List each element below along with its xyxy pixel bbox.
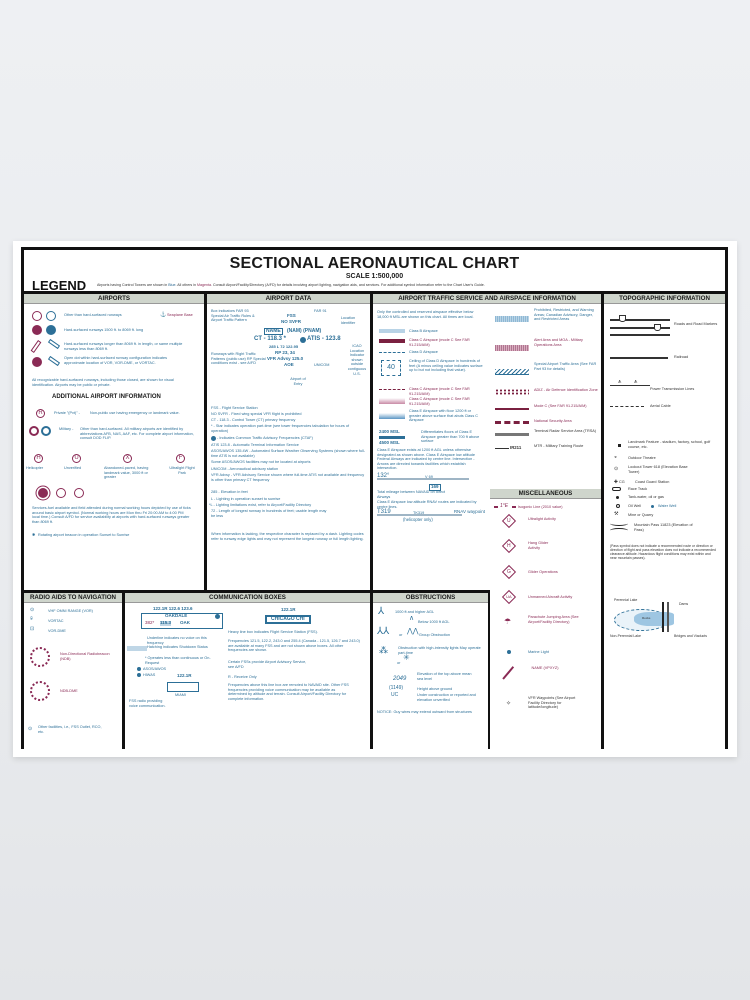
note-text: . All others in: [175, 283, 198, 287]
elevation-def: 72 - Length of longest runway in hundreds of feet; usable length may be less: [211, 509, 327, 518]
vfr-checkpoint-icon: [502, 666, 513, 679]
airspace-item: MTR - Military Training Route: [534, 444, 584, 448]
ultralight-label: Ultralight Flight Park: [169, 466, 195, 475]
lake-label: Bridges and Viaducts: [674, 634, 708, 638]
notice: NOTICE: Guy wires may extend outward from structures: [377, 710, 472, 714]
theatre-icon: ◒: [614, 454, 618, 460]
airspace-item: Class C Airspace (mode C See FAR 91.215/AIM): [409, 387, 470, 396]
comm-note: Hatching indicates Shutdown Status: [147, 645, 208, 649]
icon-letter: UA: [506, 594, 512, 599]
vor-icon: ⊙: [30, 607, 35, 613]
uas-icon: [502, 590, 516, 604]
topo-item: Railroad: [674, 355, 689, 359]
road-marker-icon: [619, 315, 626, 322]
lake-label: Dams: [679, 602, 689, 606]
miami-box: [167, 682, 199, 692]
airport-data-panel: [207, 294, 370, 590]
oil-well-icon: [616, 504, 620, 508]
fss-text: FSS: [287, 313, 296, 318]
isogonic-value: 1°E: [500, 503, 509, 509]
definition: ATIS 123.8 - Automatic Terminal Information Service: [211, 443, 299, 447]
anchor-icon: ⚓: [160, 312, 167, 318]
military-icon: [29, 426, 39, 436]
topo-item: Outdoor Theatre: [628, 456, 656, 460]
private-desc: Non-public use having emergency or landmark value.: [90, 411, 180, 415]
heli-note: (helicopter only): [403, 517, 433, 522]
class-e-note: Class E Airspace exists at 1200 ft AGL unless otherwise designated as shown above. Class E Airspace low altitude Federal Airways are indicated by centre line. Intersection - Arrows are directed towards facilities which establish intersection.: [377, 448, 475, 471]
helicopter-label: Helicopter: [26, 466, 44, 470]
atis-line: ATIS - 123.8: [307, 336, 341, 342]
airports-panel: [24, 294, 204, 590]
class-c-dashed-swatch: [379, 389, 405, 390]
obstruction-item: 1000 ft and higher AGL: [395, 610, 435, 614]
airport-legend-text: Open dot within hard-surfaced runway configuration indicates approximate location of VOR, VOR-DME, or VORTAC.: [64, 356, 167, 365]
location-identifier-label: Location Identifier: [340, 316, 356, 325]
box-freq: 115.3: [160, 620, 172, 625]
hiwas-icon: [215, 614, 220, 619]
airspace-item: Ceiling of Class D Airspace in hundreds of feet (A minus ceiling value indicates surface up to but not including that value).: [409, 359, 483, 373]
box-id: OAK: [180, 620, 190, 625]
beacon-text: Rotating airport beacon in operation Sunset to Sunrise: [38, 533, 130, 537]
isogonic-dash: [494, 506, 498, 508]
obstruction-item: Below 1000 ft AGL: [418, 620, 450, 624]
uc-value: UC: [391, 692, 399, 698]
airports-heading: AIRPORTS: [24, 294, 204, 304]
rnav-note: Class E Airspace low altitude RNAV routes are indicated by centre lines.: [377, 500, 477, 509]
icon-letter: U: [507, 518, 511, 524]
airport-legend-text: Seaplane Base: [167, 313, 193, 317]
misc-item: Parachute Jumping Area (See Airport/Facility Directory): [528, 615, 579, 624]
aerial-cable-line: [610, 406, 644, 407]
abandoned-label: Abandoned-paved, having landmark value, 3000 ft or greater: [104, 466, 149, 480]
definition: - Indicates Common Traffic Advisory Frequencies (CTAF): [217, 436, 313, 440]
radio-aid-item: VOR-DME: [48, 629, 66, 633]
topo-item: Coast Guard Station: [635, 480, 670, 484]
ndb-icon: [30, 647, 50, 667]
comm-note: Underline indicates no voice on this frequency: [147, 636, 207, 645]
comm-boxes-panel: [125, 593, 370, 749]
misc-item: Isogonic Line (2010 value): [518, 505, 563, 509]
unicom-label: UNICOM: [314, 363, 330, 367]
nsa-swatch: [495, 421, 529, 424]
miami-name: MIAMI: [175, 693, 186, 697]
mode-c-swatch: [495, 408, 529, 410]
road-line: [610, 334, 670, 336]
airspace-item: Mode C (See FAR 91.215/AIM): [534, 404, 587, 408]
heli-route: TK319: [413, 511, 425, 515]
marine-light-icon: [507, 650, 511, 654]
icon-letter: H: [507, 543, 511, 549]
comm-note: Certain FSSs provide Airport Advisory Service, see A/FD: [228, 660, 307, 669]
airport-vor-icon: [32, 357, 42, 367]
airport-filled-icon: [46, 325, 56, 335]
special-traffic-swatch: [495, 369, 529, 375]
class-e-swatch: [379, 413, 405, 419]
lake-label: Perennial Lake: [614, 598, 638, 602]
airport-entry-label: Airport of Entry: [290, 377, 306, 386]
airspace-heading: AIRPORT TRAFFIC SERVICE AND AIRSPACE INFORMATION: [373, 294, 601, 304]
airspace-item: Prohibited, Restricted, and Warning Areas; Canadian Advisory, Danger, and Restricted Areas: [534, 308, 594, 322]
private-label: Private "(Pvt)" -: [54, 411, 80, 415]
data-line: 285 L 72 122.95: [269, 344, 299, 349]
topo-item: Landmark Feature - stadium, factory, school, golf course, etc.: [628, 440, 711, 449]
radio-aid-item: VORTAC: [48, 619, 64, 623]
airspace-item: Class D Airspace: [409, 350, 438, 354]
no-svfr-text: NO SVFR: [281, 319, 302, 324]
definition: * - Star indicates operation part-time (see tower frequencies tabulation for hours of operation): [211, 424, 350, 433]
class-c-swatch: [379, 339, 405, 343]
cg-label: CG: [619, 480, 625, 484]
comm-note: ASOS/AWOS: [143, 667, 167, 671]
misc-heading: MISCELLANEOUS: [490, 489, 601, 499]
services-text: Services-fuel available and field attended during normal working hours depicted by use of ticks around basic airport symbol. (Normal working hours are Mon thru Fri 20:00 AM to 4:00 PM local time.) Consult A/FD for service availability at airports with hard-surfaced runways greater than 8069 ft.: [32, 506, 191, 524]
obstructions-heading: OBSTRUCTIONS: [373, 593, 488, 603]
airport-legend-text: Hard-surfaced runways 1500 ft. to 8069 ft. long: [64, 328, 144, 332]
airspace-item: Class C Airspace (mode C See FAR 91.215/AIM): [409, 397, 470, 406]
box-elev: 382*: [145, 620, 155, 625]
abandoned-icon: X: [123, 454, 132, 463]
water-well-icon: [651, 505, 654, 508]
vor-dme-icon: ⊡: [30, 626, 35, 632]
vortac-icon: ⍟: [30, 616, 34, 622]
runway-icon: [48, 339, 60, 349]
note-text: Airports having Control Towers are shown in: [97, 283, 169, 287]
definition: FSS - Flight Service Station: [211, 406, 258, 410]
airspace-item: Class E Airspace with floor 1200 ft or greater above surface that abuts Class C Airspace: [409, 409, 479, 423]
misc-item: Ultralight Activity: [528, 517, 556, 521]
note-magenta: Magenta: [197, 283, 212, 287]
definition: VFR Advsy - VFR Advisory Service shown where full-time ATIS not available and frequency is other than primary CT frequency: [211, 473, 365, 482]
misc-item: NAME (VPXYZ): [531, 666, 559, 670]
definition: CT - 118.3 - Control Tower (CT) primary frequency: [211, 418, 296, 422]
obstruction-item: Group Obstruction: [419, 633, 451, 637]
elev-value: 2049: [393, 676, 407, 682]
elev-desc: Elevation of the top above mean sea level: [417, 672, 472, 681]
helicopter-icon: H: [34, 454, 43, 463]
mileage-box: 169: [431, 484, 439, 489]
bridge-icon: [667, 602, 669, 632]
topo-item: Race Track: [628, 487, 648, 491]
note-blue: Blue: [168, 283, 176, 287]
page-title: SECTIONAL AERONAUTICAL CHART: [229, 255, 520, 272]
elevation-def: *L - Lighting limitations exist, refer to Airport/Facility Directory: [209, 503, 312, 507]
radio-aid-item: Non-Directional Radiobeacon (NDB): [60, 652, 110, 661]
note-text: . Consult Airport/Facility/Directory (A/FD) for details involving airport lighting, navigation aids, and services. For additional symbol information refer to the Chart User's Guide.: [211, 283, 485, 287]
definition: UNICOM - Aeronautical advisory station: [211, 467, 279, 471]
misc-item: Hang Glider Activity: [528, 541, 549, 550]
or-label: or: [397, 661, 401, 665]
airspace-item: Terminal Radar Service Area (TRSA): [534, 429, 597, 433]
airport-circle-icon: [46, 311, 56, 321]
comm-note: HIWAS: [143, 673, 156, 677]
class-c-shaded-swatch: [379, 398, 405, 404]
parachute-icon: ☂: [504, 617, 512, 626]
services-icon: [38, 488, 48, 498]
airway-name: V 69: [425, 475, 433, 479]
poster: [13, 241, 737, 757]
services-icon: [74, 488, 84, 498]
uc-desc: Under construction or reported and elevation unverified: [417, 693, 476, 702]
box-name: OAKDALE: [165, 613, 188, 618]
airspace-right: [490, 307, 601, 486]
glider-icon: [502, 565, 516, 579]
beacon-icon: ✱: [32, 533, 36, 537]
comm-freqs: 122.1R 122.6 123.6: [153, 606, 193, 611]
radio-aid-item: VHF OMNI RANGE (VOR): [48, 609, 93, 613]
lake-label: Non-Perennial Lake: [610, 634, 641, 638]
mine-icon: ⚒: [614, 511, 619, 517]
icon-letter: G: [507, 568, 511, 575]
group-obstruction-icon: ⅄⅄: [377, 626, 390, 637]
mountain-pass-icon: [610, 521, 628, 526]
radio-aid-item: Other facilities, i.e., FSS Outlet, RCO, etc.: [38, 725, 102, 734]
topo-item: Power Transmission Lines: [650, 387, 695, 391]
mtr-label: IR211: [510, 445, 522, 450]
elevation-def: 285 - Elevation in feet: [211, 490, 248, 494]
airspace-item: Class C Airspace (mode C See FAR 91.215/AIM): [409, 338, 470, 347]
topo-item: Roads and Road Markers: [674, 322, 718, 326]
isogonic-dash: [512, 506, 516, 508]
misc-item: VFR Waypoints (See Airport Facility Directory for latitude/longitude): [528, 696, 576, 710]
unverified-icon: U: [72, 454, 81, 463]
hiwas-icon: [137, 673, 141, 677]
railroad-line: [610, 357, 668, 359]
runways-label: Runways with Right Traffic Patterns (public use) RP Special conditions exist - see A/FD: [211, 352, 266, 366]
comm-note: Frequencies 121.5, 122.2, 243.0 and 255.4 (Canada - 121.5, 126.7 and 243.0) are available at many FSS and are not shown above boxes. All other frequencies are shown.: [228, 639, 360, 653]
lacking-note: When information is lacking, the respective character is replaced by a dash. Lighting codes refer to runway edge lights and may not represent the longest runway or full length lighting.: [211, 532, 364, 541]
private-airport-icon: R: [36, 409, 45, 418]
group-low-icon: ⋀⋀: [407, 628, 419, 635]
additional-heading: ADDITIONAL AIRPORT INFORMATION: [52, 394, 161, 400]
hatching-swatch: [127, 646, 147, 651]
comm-note: Heavy line box indicates Flight Service Station (FSS).: [228, 630, 318, 634]
chicago-box: CHICAGO CHI: [265, 615, 311, 624]
mountain-pass-icon: [610, 528, 628, 533]
topo-item: Tank-water, oil or gas: [628, 495, 664, 499]
floors-top: 2400 MSL: [379, 429, 400, 434]
airport-legend-text: Hard-surfaced runways longer than 8069 ft. in length, or same multiple runways less than 8069 ft.: [64, 342, 183, 351]
fss-radio-note: FSS radio providing voice communication.: [129, 699, 166, 708]
airspace-item: ADIZ - Air Defence Identification Zone: [534, 388, 598, 392]
name-rest: (NAM) (PNAM): [287, 328, 322, 334]
topo-item: Lookout Tower 618 (Elevation Base Tower): [628, 465, 688, 474]
lake-label: Rocks: [642, 616, 651, 620]
asos-icon: [137, 667, 141, 671]
misc-item: Glider Operations: [528, 570, 558, 574]
airspace-left: [373, 307, 488, 590]
icao-label: ICAO Location Indicator shown outside contiguous U.S.: [347, 344, 367, 376]
topo-item: Water Well: [658, 504, 677, 508]
ultralight-activity-icon: [502, 514, 516, 528]
chicago-freq: 122.1R: [281, 607, 296, 612]
lookout-tower-icon: ⊙: [614, 466, 619, 472]
road-line: [610, 327, 670, 329]
topographic-panel: [604, 294, 725, 749]
class-d-swatch: [379, 352, 405, 353]
mtr-line: [495, 448, 509, 449]
topo-item: Mine or Quarry: [628, 513, 654, 517]
topo-item: Mountain Pass 11823 (Elevation of Pass): [634, 523, 693, 532]
floors-bottom: 4500 MSL: [379, 440, 400, 445]
services-icon: [56, 488, 66, 498]
moa-swatch: [495, 345, 529, 351]
airspace-item: National Security Area: [534, 419, 572, 423]
power-line: [610, 385, 650, 386]
unverified-label: Unverified: [64, 466, 82, 470]
legend-note: [97, 283, 485, 287]
misc-panel: [490, 489, 601, 749]
rp-line: RP 23, 34: [275, 350, 295, 355]
airspace-item: Special Airport Traffic Area (See FAR Part 93 for details): [534, 362, 597, 371]
airport-filled-icon: [32, 325, 42, 335]
topo-item: Oil Well: [628, 504, 642, 508]
obstructions-panel: [373, 593, 488, 749]
misc-item: Marine Light: [528, 650, 549, 654]
radio-aids-panel: [24, 593, 122, 749]
prohibited-swatch: [495, 316, 529, 322]
vfr-line: VFR Advsy 125.0: [267, 356, 304, 361]
definition: NO SVFR - Fixed wing special VFR flight is prohibited: [211, 412, 302, 416]
far91-label: FAR 91: [314, 309, 327, 313]
ultralight-park-icon: F: [176, 454, 185, 463]
bridge-icon: [662, 602, 664, 632]
legend-heading: LEGEND: [32, 278, 87, 293]
floors-desc: Differentiates floors of Class E Airspace greater than 700 ft above surface: [421, 430, 480, 444]
military-icon: [41, 426, 51, 436]
comm-note: R - Receive Only: [228, 675, 257, 679]
definition: ASOS/AWOS 135.4W - Automated Surface Weather Observing Systems (shown where full-time ATIS is not available): [211, 449, 366, 458]
aoe-text: AOE: [284, 362, 294, 367]
military-desc: Other than hard-surfaced. All military airports are identified by abbreviations AFB, NAS, AAF, etc. For complete airport information, consult DOD FLIP.: [80, 427, 194, 441]
pass-note: (Pass symbol does not indicate a recommended route or direction or direction of flight and pass elevation does not indicate a recommended clearance altitude. Hazardous flight conditions may exist within and near mountain passes).: [610, 544, 716, 560]
elevation-def: L - Lighting in operation sunset to sunrise: [211, 497, 281, 501]
name-box: NAME: [266, 328, 281, 334]
or-label: or: [399, 633, 403, 637]
road-marker-icon: [654, 324, 661, 331]
airport-note: All recognizable hard-surfaced runways, including those closed, are shown for visual identification. Airports may be public or private.: [32, 378, 174, 387]
ndb-dme-icon: [30, 681, 50, 701]
topo-item: Aerial Cable: [650, 404, 671, 408]
other-facility-icon: ⊙: [28, 726, 33, 732]
topographic-heading: TOPOGRAPHIC INFORMATION: [604, 294, 725, 304]
military-label: Military -: [59, 427, 74, 431]
airspace-intro: Only the controlled and reserved airspace effective below 18,000 ft MSL are shown on this chart. All times are local.: [377, 310, 474, 319]
rnav-route: T319: [377, 509, 391, 515]
mileage-desc: Total mileage between NAVAID on direct Airways: [377, 490, 446, 499]
lighted-low-icon: ✳: [403, 653, 410, 662]
misc-item: Unmanned Aircraft Activity: [528, 595, 573, 599]
lighted-obstruction-icon: ⁂: [379, 645, 388, 655]
airway-bearing: 132°: [377, 473, 390, 479]
definition: Some ASOS/AWOS facilities may not be located at airports: [211, 460, 311, 464]
airport-circle-icon: [32, 311, 42, 321]
airspace-item: Class B Airspace: [409, 329, 438, 333]
power-tower-icon: ⩚: [618, 379, 622, 385]
obstruction-low-icon: ∧: [409, 615, 415, 622]
trsa-swatch: [495, 433, 529, 436]
power-tower-icon: ⩚: [634, 379, 638, 385]
ctaf-icon: [211, 436, 216, 441]
height-desc: Height above ground: [417, 687, 453, 691]
comm-note: Frequencies above this line box are remoted to NAVAID site. Other FSS frequencies providing voice communication may be available as determined by altitude and terrain. Consult Airport/Facility Directory for complete information.: [228, 683, 349, 701]
landmark-icon: [618, 444, 621, 447]
comm-note: * Operates less than continuous or On-Request: [145, 656, 211, 665]
chart-frame: [21, 247, 728, 749]
airport-legend-text: Other than hard-surfaced runways: [64, 313, 122, 317]
race-track-icon: [612, 487, 621, 491]
runway-icon: [48, 356, 60, 366]
airway-line: [377, 478, 469, 480]
class-b-swatch: [379, 329, 405, 333]
tank-icon: [616, 496, 619, 499]
radio-aid-item: NDB-DME: [60, 689, 78, 693]
ct-line: CT - 118.3 *: [254, 336, 287, 342]
box-indicators-label: Box indicators FAR 93 Special Air Traffic Rules & Airport Traffic Pattern: [211, 309, 255, 323]
airport-data-heading: AIRPORT DATA: [207, 294, 370, 304]
comm-boxes-heading: COMMUNICATION BOXES: [125, 593, 370, 603]
chart-scale: SCALE 1:500,000: [345, 273, 404, 280]
obstruction-tall-icon: ⅄: [378, 606, 385, 617]
ceiling-box: 40: [381, 360, 401, 376]
title-area: [24, 250, 725, 294]
floors-line: [379, 436, 405, 439]
vfr-waypoint-icon: ✧: [506, 701, 512, 707]
runway-icon: [31, 340, 42, 353]
height-value: (1149): [389, 685, 404, 691]
ctaf-icon: [300, 337, 306, 343]
coast-guard-icon: ✚: [614, 479, 618, 484]
hang-glider-icon: [502, 539, 516, 553]
airspace-item: Alert Area and MOA - Military Operations Area: [534, 338, 583, 347]
radio-aids-heading: RADIO AIDS TO NAVIGATION: [24, 593, 122, 603]
rnav-label: RNAV waypoint: [453, 509, 485, 514]
adiz-swatch: [495, 389, 529, 395]
miami-freq: 122.1R: [177, 673, 192, 678]
obstruction-item: Obstruction with high-intensity lights May operate part-time: [398, 646, 481, 655]
